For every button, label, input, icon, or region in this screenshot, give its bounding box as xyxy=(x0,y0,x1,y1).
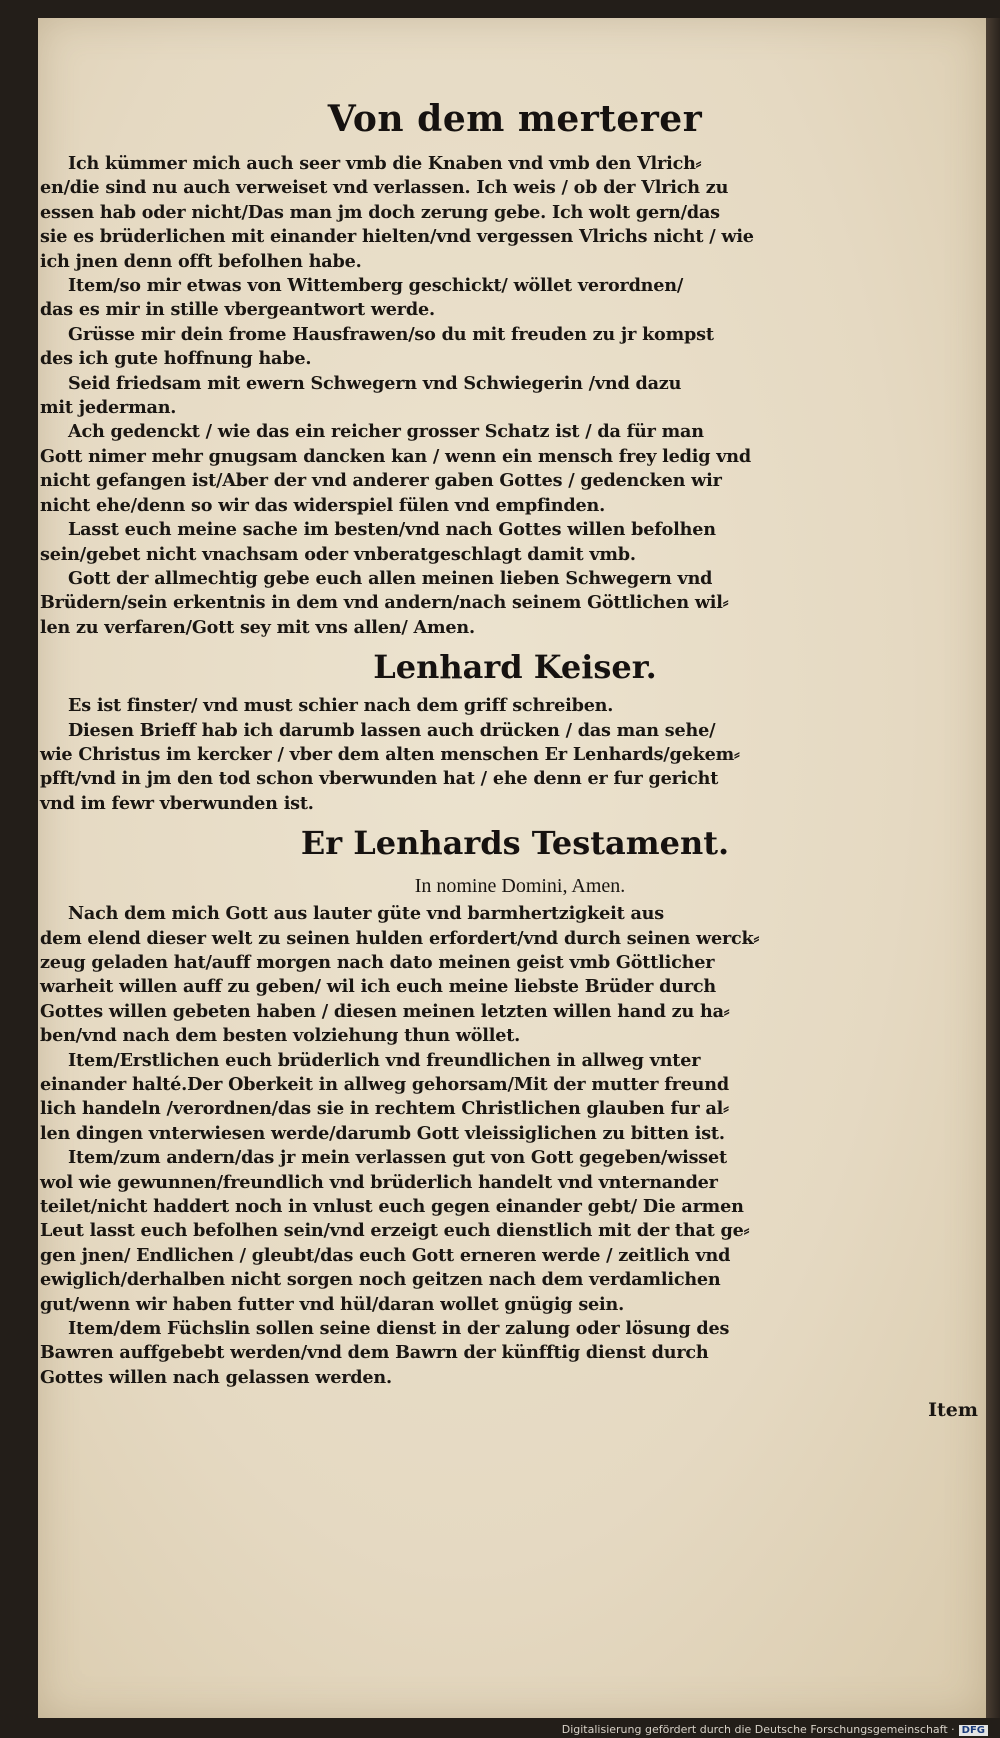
text-line: essen hab oder nicht/Das man jm doch zerung gebe. Ich wolt gern/das xyxy=(40,201,720,223)
heading-von-dem-merterer: Von dem merterer xyxy=(327,98,703,140)
text-line: Diesen Brieff hab ich darumb lassen auch drücken / das man sehe/ xyxy=(68,719,716,741)
text-line: warheit willen auff zu geben/ wil ich euch meine liebste Brüder durch xyxy=(40,976,717,998)
paragraph-3 xyxy=(40,323,990,372)
text-line: sein/gebet nicht vnachsam oder vnberatgeschlagt damit vmb. xyxy=(40,543,636,565)
text-line: Item/so mir etwas von Wittemberg geschickt/ wöllet verordnen/ xyxy=(68,275,684,297)
text-line: mit jederman. xyxy=(40,397,177,419)
footer-text: Digitalisierung gefördert durch die Deutsche Forschungsgemeinschaft · xyxy=(561,1723,955,1736)
text-line: Gott der allmechtig gebe euch allen meinen lieben Schwegern vnd xyxy=(68,567,713,589)
text-line: Lasst euch meine sache im besten/vnd nach Gottes willen befolhen xyxy=(68,519,716,541)
text-line: Brüdern/sein erkentnis in dem vnd andern/nach seinem Göttlichen wil⸗ xyxy=(40,592,729,614)
text-line: wie Christus im kercker / vber dem alten menschen Er Lenhards/gekem⸗ xyxy=(40,743,740,765)
text-line: vnd im fewr vberwunden ist. xyxy=(40,792,314,814)
text-line: einander halté.Der Oberkeit in allweg gehorsam/Mit der mutter freund xyxy=(40,1074,729,1095)
paragraph-9 xyxy=(40,719,990,817)
text-line: dem elend dieser welt zu seinen hulden erfordert/vnd durch seinen werck⸗ xyxy=(40,927,760,949)
text-line: Gott nimer mehr gnugsam dancken kan / wenn ein mensch frey ledig vnd xyxy=(40,445,751,467)
text-line: Nach dem mich Gott aus lauter güte vnd barmhertzigkeit aus xyxy=(68,903,664,925)
heading-testament: Er Lenhards Testament. xyxy=(300,824,730,863)
text-line: gut/wenn wir haben futter vnd hül/daran wollet gnügig sein. xyxy=(40,1293,625,1315)
text-line: lich handeln /verordnen/das sie in rechtem Christlichen glauben fur al⸗ xyxy=(40,1098,729,1120)
text-line: wol wie gewunnen/freundlich vnd brüderlich handelt vnd vnternander xyxy=(40,1171,718,1193)
paragraph-10 xyxy=(40,902,990,1048)
text-line: len dingen vnterwiesen werde/darumb Gott vleissiglichen zu bitten ist. xyxy=(40,1122,725,1144)
text-line: Es ist finster/ vnd must schier nach dem griff schreiben. xyxy=(68,695,614,717)
text-line: Leut lasst euch befolhen sein/vnd erzeigt euch dienstlich mit der that ge⸗ xyxy=(40,1220,750,1242)
text-line: nicht gefangen ist/Aber der vnd anderer gaben Gottes / gedencken wir xyxy=(40,470,722,492)
paragraph-5 xyxy=(40,420,990,518)
text-line: Item/zum andern/das jr mein verlassen gut von Gott gegeben/wisset xyxy=(68,1147,727,1169)
text-line: des ich gute hoffnung habe. xyxy=(40,348,312,370)
text-line: ewiglich/derhalben nicht sorgen noch geitzen nach dem verdamlichen xyxy=(40,1269,721,1291)
text-line: len zu verfaren/Gott sey mit vns allen/ Amen. xyxy=(40,616,475,638)
paragraph-7 xyxy=(40,567,990,640)
text-line: sie es brüderlichen mit einander hielten/vnd vergessen Vlrichs nicht / wie xyxy=(40,226,754,248)
paragraph-4 xyxy=(40,372,990,421)
latin-invocation: In nomine Domini, Amen. xyxy=(414,875,626,898)
text-line: en/die sind nu auch verweiset vnd verlassen. Ich weis / ob der Vlrich zu xyxy=(40,177,729,199)
text-line: Gottes willen nach gelassen werden. xyxy=(40,1366,392,1388)
paragraph-13 xyxy=(40,1317,990,1390)
paragraph-6 xyxy=(40,518,990,567)
text-line: Grüsse mir dein frome Hausfrawen/so du mit freuden zu jr kompst xyxy=(68,323,714,345)
text-line: ich jnen denn offt befolhen habe. xyxy=(40,250,362,272)
paragraph-1 xyxy=(40,152,990,274)
page-text xyxy=(40,88,990,1424)
text-line: Seid friedsam mit ewern Schwegern vnd Schwiegerin /vnd dazu xyxy=(68,372,682,394)
paragraph-11 xyxy=(40,1049,990,1147)
paragraph-2 xyxy=(40,274,990,323)
catchword: Item xyxy=(928,1399,978,1422)
text-line: zeug geladen hat/auff morgen nach dato meinen geist vmb Göttlicher xyxy=(40,951,715,973)
text-line: das es mir in stille vbergeantwort werde. xyxy=(40,299,435,321)
paragraph-8 xyxy=(40,694,990,718)
text-line: gen jnen/ Endlichen / gleubt/das euch Gott erneren werde / zeitlich vnd xyxy=(40,1244,731,1266)
text-line: pfft/vnd in jm den tod schon vberwunden hat / ehe denn er fur gericht xyxy=(40,768,719,790)
text-line: nicht ehe/denn so wir das widerspiel fülen vnd empfinden. xyxy=(40,494,606,516)
text-line: Bawren auffgebebt werden/vnd dem Bawrn der künfftig dienst durch xyxy=(40,1342,709,1364)
text-line: Ich kümmer mich auch seer vmb die Knaben vnd vmb den Vlrich⸗ xyxy=(68,153,702,174)
paragraph-12 xyxy=(40,1146,990,1317)
text-line: Ach gedenckt / wie das ein reicher grosser Schatz ist / da für man xyxy=(68,421,704,443)
text-line: ben/vnd nach dem besten volziehung thun wöllet. xyxy=(40,1025,521,1047)
text-line: teilet/nicht haddert noch in vnlust euch gegen einander gebt/ Die armen xyxy=(40,1196,744,1218)
signature-lenhard-keiser: Lenhard Keiser. xyxy=(373,648,657,687)
dfg-logo: DFG xyxy=(959,1725,988,1736)
digitization-footer xyxy=(562,1723,988,1736)
text-line: Item/Erstlichen euch brüderlich vnd freundlichen in allweg vnter xyxy=(68,1049,701,1071)
text-line: Item/dem Füchslin sollen seine dienst in der zalung oder lösung des xyxy=(68,1318,730,1340)
text-line: Gottes willen gebeten haben / diesen meinen letzten willen hand zu ha⸗ xyxy=(40,1000,730,1022)
